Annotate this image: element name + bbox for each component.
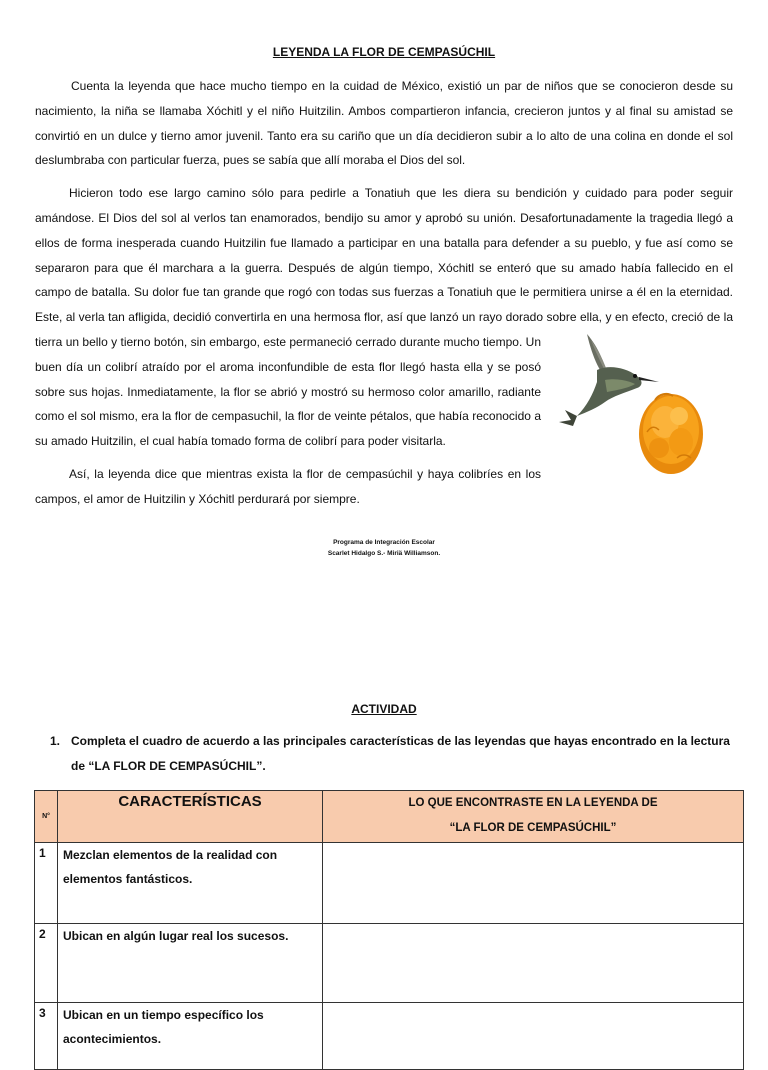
credits-program: Programa de Integración Escolar: [333, 539, 435, 546]
credits-authors: Scarlet Hidalgo S.- Miriä Williamson.: [327, 550, 441, 557]
header-characteristics: CARACTERÍSTICAS: [58, 791, 323, 843]
activity-title: ACTIVIDAD: [351, 702, 417, 716]
hummingbird-icon: [559, 334, 659, 426]
paragraph-2-part-1: Hicieron todo ese largo camino sólo para pedirle a Tonatiuh que les diera su bendición y cuidado para poder seguir amándose. El Dios del sol al verlos tan enamorados, bendijo su amor y aprobó su unión. Desafortunadamente la tragedia llegó a ellos de forma inesperada cuando Huitzilin fue llamado a participar en una batalla para defender a su pueblo, y fue así como se separaron para que él marchara a la guerra. Después de algún tiempo, Xóchitl se enteró que su amado había fallecido en el campo de batalla. Su dolor fue tan grande que rogó con todas sus fuerzas a Tonatiuh que le permitiera unirse a él en la eternidad. Este, al verla tan afligida, decidió convertirla en una hermosa flor, así que lanzó un rayo dorado sobre ella, y en efecto, creció: [35, 186, 733, 325]
answer-cell[interactable]: [323, 843, 744, 924]
characteristics-table: [34, 790, 744, 1070]
header-found-line1: LO QUE ENCONTRASTE EN LA LEYENDA DE: [408, 797, 658, 809]
header-number: N°: [35, 791, 58, 843]
row-number: 2: [35, 924, 58, 1003]
document-title: LEYENDA LA FLOR DE CEMPASÚCHIL: [272, 45, 496, 59]
instruction-number: 1.: [50, 734, 61, 748]
table-row: [35, 924, 744, 1003]
row-number: 3: [35, 1003, 58, 1070]
marigold-icon: [639, 394, 703, 474]
legend-story: [35, 74, 733, 520]
paragraph-2: [35, 181, 733, 454]
paragraph-3: Así, la leyenda dice que mientras exista la flor de cempasúchil y haya colibríes en los campos, el amor de Huitzilin y Xóchitl perdurará por siempre.: [35, 466, 541, 506]
paragraph-2-part-2: de la tierra un bello y tierno botón, sin embargo, este permaneció cerrado durante mucho tiempo. Un buen día un colibrí atraído por el aroma inconfundible de esta flor llegó hasta ella y se posó sobre sus hojas. Inmediatamente, la flor se abrió y mostró su hermoso color amarillo, radiante como el sol mismo, era la flor de cempasuchil, la flor de veinte pétalos, que había reconocido a su amado Huitzilin, el cual había tomado forma de colibrí para poder visitarla.: [35, 310, 733, 449]
row-characteristic: Mezclan elementos de la realidad con elementos fantásticos.: [58, 843, 323, 924]
activity-instruction: [50, 729, 740, 779]
paragraph-1: Cuenta la leyenda que hace mucho tiempo en la cuidad de México, existió un par de niños que se conocieron desde su nacimiento, la niña se llamaba Xóchitl y el niño Huitzilin. Ambos compartieron infancia, crecieron juntos y al final su amistad se convirtió en un dulce y tierno amor juvenil. Tanto era su cariño que un día decidieron subir a lo alto de una colina en donde el sol deslumbraba con particular fuerza, pues se sabía que allí moraba el Dios del sol.: [35, 79, 733, 168]
answer-cell[interactable]: [323, 924, 744, 1003]
row-number: 1: [35, 843, 58, 924]
answer-cell[interactable]: [323, 1003, 744, 1070]
header-found-line2: “LA FLOR DE CEMPASÚCHIL”: [449, 822, 617, 834]
header-found: [323, 791, 744, 843]
credits: [0, 537, 768, 559]
table-row: [35, 1003, 744, 1070]
instruction-text: Completa el cuadro de acuerdo a las principales características de las leyendas que hayas encontrado en la lectura de “LA FLOR DE CEMPASÚCHIL”.: [71, 734, 730, 773]
row-characteristic: Ubican en un tiempo específico los acontecimientos.: [58, 1003, 323, 1070]
row-characteristic: Ubican en algún lugar real los sucesos.: [58, 924, 323, 1003]
table-row: [35, 843, 744, 924]
hummingbird-flower-image: [547, 330, 733, 480]
table-header-row: [35, 791, 744, 843]
